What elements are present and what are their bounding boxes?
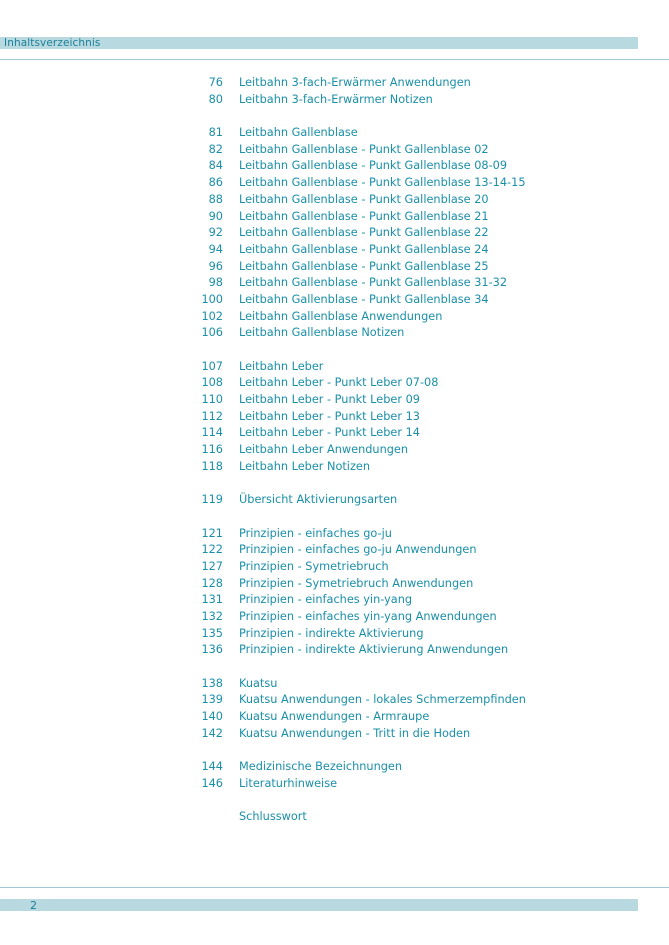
toc-entry-page: 131	[201, 593, 223, 607]
toc-entry-page: 121	[201, 526, 223, 540]
toc-entry	[0, 642, 669, 659]
toc-entry-page: 86	[208, 176, 223, 190]
toc-entry-page: 140	[201, 710, 223, 724]
toc-entry-page: 122	[201, 543, 223, 557]
toc-entry-page: 114	[201, 426, 223, 440]
toc-entry-title: Leitbahn Gallenblase - Punkt Gallenblase 20	[239, 192, 489, 206]
toc-entry	[0, 309, 669, 326]
toc-entry	[0, 209, 669, 226]
toc-entry-page: 112	[201, 409, 223, 423]
toc-entry	[0, 576, 669, 593]
toc-entry-page: 106	[201, 326, 223, 340]
toc-entry	[0, 142, 669, 159]
toc-entry	[0, 75, 669, 92]
toc-entry-page: 94	[208, 242, 223, 256]
toc-entry	[0, 175, 669, 192]
toc-entry-title: Kuatsu Anwendungen - lokales Schmerzempfinden	[239, 693, 526, 707]
toc-entry-page: 146	[201, 776, 223, 790]
toc-entry-page: 136	[201, 643, 223, 657]
toc-entry	[0, 375, 669, 392]
toc-group-spacer	[0, 476, 669, 493]
toc-entry-page: 76	[208, 76, 223, 89]
toc-entry	[0, 392, 669, 409]
toc-entry	[0, 459, 669, 476]
toc-entry-page: 139	[201, 693, 223, 707]
toc-entry-page: 116	[201, 443, 223, 457]
toc-entry-title: Schlusswort	[239, 810, 307, 824]
toc-entry	[0, 809, 669, 826]
toc-entry	[0, 425, 669, 442]
toc-entry-title: Leitbahn Gallenblase - Punkt Gallenblase 13-14-15	[239, 176, 526, 190]
toc-entry-page: 92	[208, 226, 223, 240]
toc-entry-title: Leitbahn Gallenblase	[239, 126, 358, 140]
toc-entry-title: Prinzipien - einfaches yin-yang	[239, 593, 413, 607]
toc-entry-page: 119	[201, 493, 223, 507]
toc-entry-page: 98	[208, 276, 223, 290]
toc-group-spacer	[0, 342, 669, 359]
toc-entry-title: Leitbahn Gallenblase - Punkt Gallenblase 31-32	[239, 276, 508, 290]
toc-entry-title: Kuatsu Anwendungen - Tritt in die Hoden	[239, 726, 471, 740]
toc-entry-title: Übersicht Aktivierungsarten	[239, 493, 398, 507]
toc-entry	[0, 292, 669, 309]
toc-entry-page: 96	[208, 259, 223, 273]
toc-entry-title: Prinzipien - indirekte Aktivierung	[239, 626, 424, 640]
toc-group-spacer	[0, 659, 669, 676]
toc-entry	[0, 609, 669, 626]
toc-entry	[0, 526, 669, 543]
toc-group-spacer	[0, 743, 669, 760]
toc-entry	[0, 192, 669, 209]
toc-entry-title: Leitbahn Leber - Punkt Leber 09	[239, 393, 420, 407]
toc-entry	[0, 92, 669, 109]
toc-entry	[0, 726, 669, 743]
toc-entry	[0, 626, 669, 643]
toc-entry-page: 144	[201, 760, 223, 774]
toc-entry-title: Prinzipien - einfaches go-ju Anwendungen	[239, 543, 477, 557]
footer-divider	[0, 887, 669, 888]
toc-entry	[0, 275, 669, 292]
toc-entry-title: Leitbahn Leber - Punkt Leber 13	[239, 409, 420, 423]
footer-band	[0, 899, 638, 911]
toc-entry-page: 81	[208, 126, 223, 140]
toc-entry	[0, 709, 669, 726]
toc-entry-page: 80	[208, 92, 223, 106]
toc-entry-title: Leitbahn Gallenblase - Punkt Gallenblase 02	[239, 142, 489, 156]
toc-entry-page: 142	[201, 726, 223, 740]
toc-entry	[0, 225, 669, 242]
header-divider	[0, 59, 669, 60]
toc-entry-page: 82	[208, 142, 223, 156]
toc-entry-page: 127	[201, 559, 223, 573]
toc-entry	[0, 559, 669, 576]
toc-entry-title: Prinzipien - einfaches yin-yang Anwendungen	[239, 610, 497, 623]
toc-group-spacer	[0, 509, 669, 526]
toc-entry-page: 110	[201, 393, 223, 407]
toc-entry-title: Leitbahn Leber - Punkt Leber 14	[239, 426, 420, 440]
toc-entry-title: Kuatsu Anwendungen - Armraupe	[239, 710, 430, 724]
toc-entry	[0, 158, 669, 175]
toc-entry-title: Prinzipien - einfaches go-ju	[239, 526, 392, 540]
toc-entry-title: Leitbahn Leber Notizen	[239, 459, 370, 473]
toc-entry-title: Leitbahn Gallenblase Notizen	[239, 326, 405, 340]
toc-entry	[0, 125, 669, 142]
toc-entry-page: 107	[201, 359, 223, 373]
toc-entry	[0, 325, 669, 342]
toc-entry-title: Leitbahn 3-fach-Erwärmer Anwendungen	[239, 76, 471, 89]
toc-entry	[0, 492, 669, 509]
toc-entry-title: Leitbahn 3-fach-Erwärmer Notizen	[239, 92, 433, 106]
table-of-contents	[0, 75, 669, 826]
toc-entry-title: Leitbahn Gallenblase - Punkt Gallenblase 08-09	[239, 159, 508, 173]
toc-entry	[0, 359, 669, 376]
toc-entry-page: 135	[201, 626, 223, 640]
toc-entry-page: 90	[208, 209, 223, 223]
toc-entry-title: Leitbahn Leber - Punkt Leber 07-08	[239, 376, 439, 390]
toc-entry	[0, 692, 669, 709]
toc-group-spacer	[0, 108, 669, 125]
toc-entry-page: 118	[201, 459, 223, 473]
toc-entry-title: Leitbahn Gallenblase - Punkt Gallenblase 25	[239, 259, 489, 273]
toc-entry-title: Leitbahn Leber Anwendungen	[239, 443, 409, 457]
toc-entry	[0, 776, 669, 793]
toc-entry-page: 128	[201, 576, 223, 590]
section-title: Inhaltsverzeichnis	[4, 37, 101, 49]
toc-entry	[0, 409, 669, 426]
toc-entry-title: Literaturhinweise	[239, 776, 338, 790]
toc-entry-page: 100	[201, 292, 223, 306]
toc-entry-title: Leitbahn Leber	[239, 359, 324, 373]
toc-entry	[0, 592, 669, 609]
toc-entry	[0, 542, 669, 559]
toc-entry-title: Kuatsu	[239, 676, 278, 690]
toc-entry-page: 84	[208, 159, 223, 173]
toc-entry-title: Leitbahn Gallenblase - Punkt Gallenblase 34	[239, 292, 489, 306]
toc-entry-title: Leitbahn Gallenblase Anwendungen	[239, 309, 443, 323]
toc-entry-title: Prinzipien - Symetriebruch Anwendungen	[239, 576, 474, 590]
toc-entry	[0, 242, 669, 259]
toc-entry-title: Medizinische Bezeichnungen	[239, 760, 403, 774]
toc-group-spacer	[0, 793, 669, 810]
toc-entry-page: 88	[208, 192, 223, 206]
toc-entry	[0, 259, 669, 276]
toc-entry	[0, 442, 669, 459]
toc-entry-title: Prinzipien - indirekte Aktivierung Anwendungen	[239, 643, 509, 657]
toc-entry-title: Leitbahn Gallenblase - Punkt Gallenblase 21	[239, 209, 489, 223]
toc-entry	[0, 759, 669, 776]
toc-entry-page: 108	[201, 376, 223, 390]
page-number: 2	[30, 899, 37, 912]
toc-entry-page: 102	[201, 309, 223, 323]
toc-entry-title: Leitbahn Gallenblase - Punkt Gallenblase 24	[239, 242, 489, 256]
toc-entry-title: Leitbahn Gallenblase - Punkt Gallenblase 22	[239, 226, 489, 240]
toc-entry	[0, 676, 669, 693]
toc-entry-title: Prinzipien - Symetriebruch	[239, 559, 389, 573]
toc-entry-page: 138	[201, 676, 223, 690]
toc-entry-page: 132	[201, 610, 223, 623]
